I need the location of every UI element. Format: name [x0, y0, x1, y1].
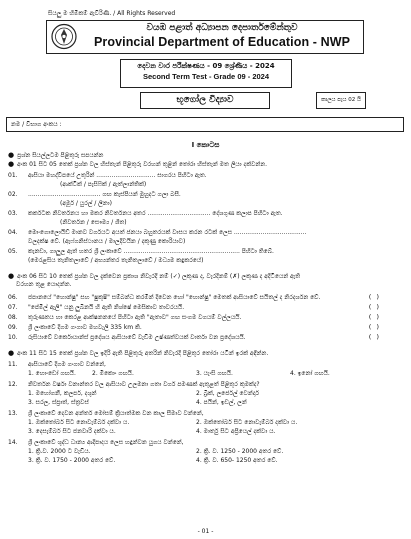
- question-13: 13. ශ්‍රී ලංකාවේ දෙවන අන්තර් මෝසම් ක්‍රියාත්මක වන කාල සීමාව වන්නේ,: [8, 410, 204, 417]
- question-03-choices: (නිවර්තන / සෞම්‍ය / ශීත): [60, 219, 127, 226]
- question-11: 11. ආසියාවේ දිගම ගංගාව වන්නේ,: [8, 361, 106, 368]
- instruction-2: ● අංක 01 සිට 05 තෙක් ප්‍රශ්න වල හිස්තැන් පිළිතුරු වරහන් තුළින් තෝරා හිස්තැන් මත ලියා දක්වන්න.: [8, 160, 268, 168]
- q14-option-3[interactable]: 3. ක්‍රි. ව. 1750 - 2000 අතර වේ.: [28, 457, 116, 464]
- tf-instruction: ● අංක 06 සිට 10 තෙක් ප්‍රශ්න වල දැක්වෙන ප්‍රකාශ නිවැරදි නම් (✓) ලකුණ ද, වැරදිනම් (✗) ලකුණ ද අදිටියෙන් ඇති: [8, 272, 301, 280]
- question-07: 07. "පේමිල් ඇලී" යනු ලුබිනයි හි ඇති නිශ්ෂේ මෙසිකාව තාවරයයි.: [8, 304, 185, 311]
- q11-option-4[interactable]: 4. ඉනෝ ගඟයි.: [290, 370, 330, 377]
- answer-bracket-07[interactable]: ( ): [368, 303, 380, 311]
- q13-option-1[interactable]: 1. ඔක්තෝබර් සිට නොවැම්බර් දක්වා ය.: [28, 419, 130, 426]
- bullet-icon: ●: [8, 151, 15, 159]
- bullet-icon: ●: [8, 272, 15, 280]
- question-14: 14. ශ්‍රී ලංකාවේ ශුද්ධ ධාන්‍ය ආදිපාදය ලෙස හඳුන්වන යුගය වන්නේ,: [8, 439, 184, 446]
- answer-bracket-08[interactable]: ( ): [368, 313, 380, 321]
- question-01-choices: (ආක්ටික් / පැසිෆික් / ඇත්ලාන්තික්): [60, 181, 147, 188]
- question-03: 03. කර්කටක නිවර්තනය හා මකර නිවර්තනය අතර ................................. දේශගුණ කලාප පිහිටා ඇත.: [8, 210, 283, 217]
- question-06: 06. ජපානයේ "හොන්ෂු" සහ "ෂුකුෂි" සම්බන්ධ කරමින් දිවෙන හෝ "හොන්ෂු" මෙතක් ආසියාවේ සයිතල් ද නිරදර්ශන වේ.: [8, 294, 321, 301]
- q13-option-2[interactable]: 2. ඔක්තෝබර් සිට නොවැම්බර් දක්වා ය.: [196, 419, 298, 426]
- q13-option-4[interactable]: 4. මාර්තු සිට අප්‍රියෙල් දක්වා ය.: [196, 428, 276, 435]
- question-01: 01. ආසියා මහද්වීපයේ උතුරින් ............................... සාගරය පිහිටා ඇත.: [8, 172, 207, 179]
- q14-option-2[interactable]: 2. ක්‍රි. ව. 1250 - 2000 අතර වේ.: [196, 448, 284, 455]
- question-10: 10. රුසියාවේ වර්කොයාන්ස් ප්‍රදේශය ආසියාවේ වැඩිම උෂ්ණත්වයක් වාර්තා වන ප්‍රදේශයයි.: [8, 334, 246, 341]
- name-index-label: නම / විභාග අංකය :: [11, 121, 62, 128]
- bullet-icon: ●: [8, 349, 15, 357]
- q11-option-3[interactable]: 3. යැංසි ගඟයි.: [196, 370, 233, 377]
- question-02: 02. ...................................... ගඟ කැස්පියන් මුහුදට ගලා බසී.: [8, 191, 181, 198]
- tf-instruction-cont: වරහන තුළ යොදන්න.: [16, 281, 72, 288]
- time-allowed: කාලය පැය 02 යි: [316, 92, 366, 109]
- answer-bracket-06[interactable]: ( ): [368, 293, 380, 301]
- question-02-choices: (අමූර් / යුරල් / ලීනා): [60, 200, 112, 207]
- department-name-english: Provincial Department of Education - NWP: [93, 35, 351, 49]
- q12-option-4[interactable]: 4. පයින්, ඉඩල්, ලන්: [196, 399, 247, 406]
- provincial-emblem-icon: [51, 23, 77, 50]
- question-12: 12. නිවර්තන වර්ෂා වනාන්තර වල ආසියාව උලමනා ගතා වර්ග පමණක් ඇතුළත් පිළිතුර කුමක්ද?: [8, 381, 260, 388]
- department-header: [46, 20, 364, 54]
- bullet-icon: ●: [8, 160, 15, 168]
- question-05-choices: (මෙරළසිය තැනිතලාවේ / අභ්‍යන්තර තැනිතලාවේ / මධ්‍යම කඳුකරයේ): [28, 257, 204, 264]
- q12-option-3[interactable]: 3. සරල, ස්ප්‍රාත්, ස්ත්‍රවස්: [28, 399, 89, 406]
- part-title: I කොටස: [191, 141, 220, 149]
- question-05: 05. කැනඩා, ගාලුල ඇත් හතර ශ්‍රී ලංකාවේ ............................................................. පිහිටා තිබේ.: [8, 248, 274, 255]
- question-09: 09. ශ්‍රී ලංකාවේ දිගම ගංගාව මහවැලි 335 km කි.: [8, 324, 142, 331]
- mcq-instruction: ● අංක 11 සිට 15 තෙක් ප්‍රශ්න වල ඉදිරි ඇති පිළිතුරු අතරින් නිවැරදි පිළිතුර තෝරා යටින් ඉරක් අඳින්න.: [8, 349, 269, 357]
- question-04: 04. මොංගොලොයිඩ් මානව වර්ගයට අයත් ජනයා බහුතරයක් වාසය කරන රටක් ලෙස ......................................: [8, 229, 307, 236]
- q11-option-2[interactable]: 2. මීකොං ගඟයි.: [92, 370, 134, 377]
- q12-option-2[interactable]: 2. බ්‍රික්, ලර්ජෙල් වෙන්දාර්: [196, 390, 260, 397]
- subject-title: භූගෝල විද්‍යාව: [140, 92, 270, 109]
- answer-bracket-10[interactable]: ( ): [368, 333, 380, 341]
- department-name-sinhala: වයඹ පළාත් අධ්‍යාපන දෙපාර්තමේන්තුව: [146, 23, 298, 33]
- q12-option-1[interactable]: 1. මහෝගනී, කලර්ප, දශුන්: [28, 390, 97, 397]
- exam-title-sinhala: දෙවන වාර පරීක්ෂණය - 09 ශ්‍රේණිය - 2024: [137, 62, 275, 70]
- question-04-choices: වලදක්ෂ වේ. (ඇෆ්ගනිස්ථානය / මාලදිවයින / දකුණු කොරියාව): [28, 238, 186, 245]
- exam-title-english: Second Term Test - Grade 09 - 2024: [142, 72, 270, 81]
- q14-option-4[interactable]: 4. ක්‍රි. ව. 650- 1250 අතර වේ.: [196, 457, 278, 464]
- page-number: - 01 -: [197, 528, 214, 535]
- question-08: 08. තුරුණතය හා කෙරළ ආක්ෂනනයේ පිහිටා ඇති "ඇතාව" ගඟ සංගම වගයම් වල්ලයයි.: [8, 314, 242, 321]
- q13-option-3[interactable]: 3. දෙසැම්බර් සිට ජනවාරි දක්වා ය.: [28, 428, 116, 435]
- q11-option-1[interactable]: 1. හොංඩෝ ගඟයි.: [28, 370, 76, 377]
- q14-option-1[interactable]: 1. ක්‍රි.ව. 2000 ට වැඩිය.: [28, 448, 91, 455]
- exam-title-box: [120, 59, 292, 88]
- answer-bracket-09[interactable]: ( ): [368, 323, 380, 331]
- name-index-field[interactable]: [6, 117, 404, 132]
- instruction-1: ● ප්‍රශ්න සියල්ලටම පිළිතුරු සපයන්න: [8, 151, 104, 159]
- rights-reserved-text: සියලු ම හිමිකම් ඇවිරිණි. / All Rights Reserved: [48, 10, 176, 17]
